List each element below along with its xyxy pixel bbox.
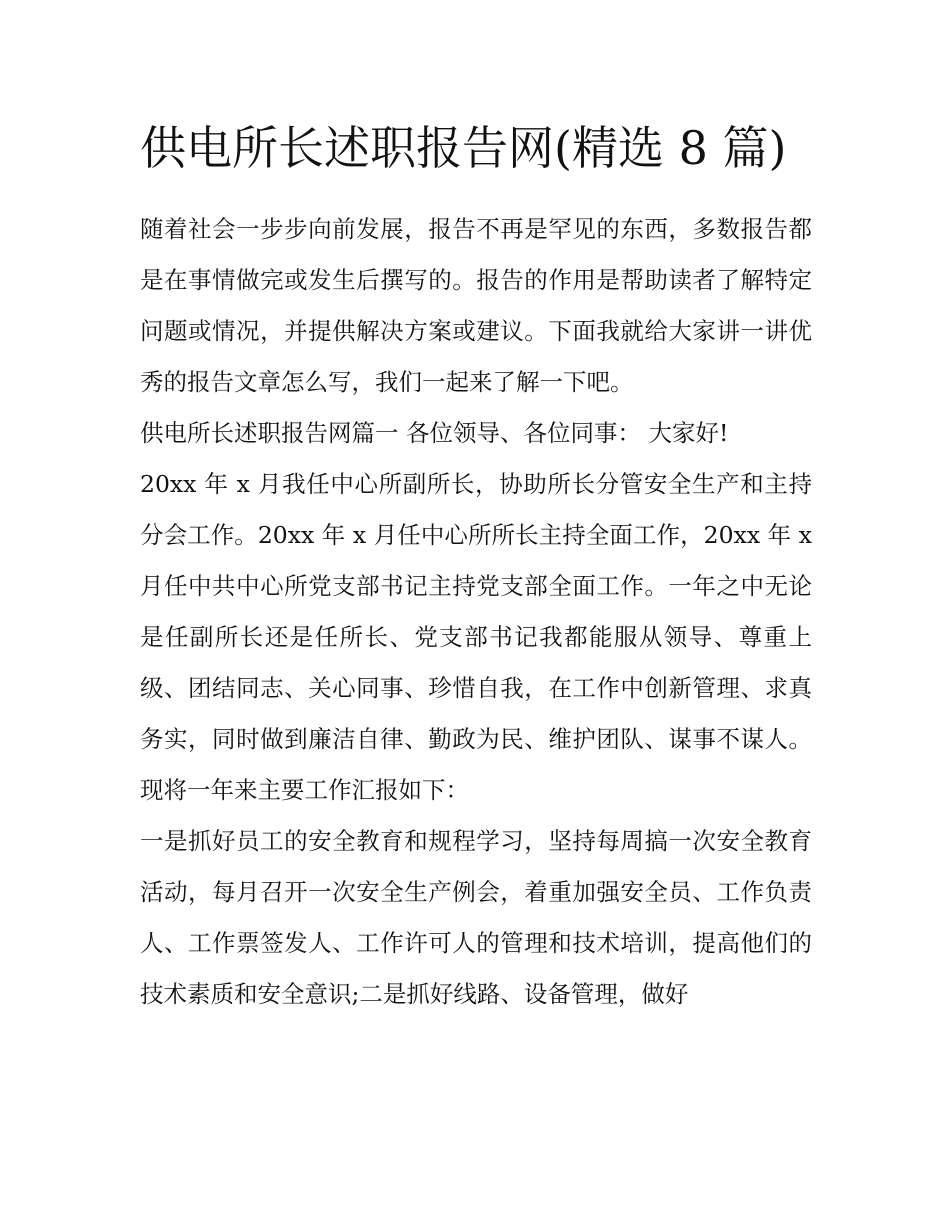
- document-title: 供电所长述职报告网(精选 8 篇): [140, 121, 787, 175]
- document-body: [140, 108, 812, 1020]
- body-paragraph: 20xx 年 x 月我任中心所副所长，协助所长分管安全生产和主持分会工作。20xx 年 x 月任中心所所长主持全面工作，20xx 年 x 月任中共中心所党支部书记主持党支部全面工作。一年之中无论是任副所长还是任所长、党支部书记我都能服从领导、尊重上级、团结同志、关心同事、珍惜自我，在工作中创新管理、求真务实，同时做到廉洁自律、勤政为民、维护团队、谋事不谋人。现将一年来主要工作汇报如下：: [140, 470, 812, 804]
- body-paragraph: 一是抓好员工的安全教育和规程学习，坚持每周搞一次安全教育活动，每月召开一次安全生产例会，着重加强安全员、工作负责人、工作票签发人、工作许可人的管理和技术培训，提高他们的技术素质和安全意识;二是抓好线路、设备管理，做好: [140, 827, 812, 1008]
- section-heading-paragraph: 供电所长述职报告网篇一 各位领导、各位同事： 大家好!: [140, 419, 729, 447]
- intro-paragraph: 随着社会一步步向前发展，报告不再是罕见的东西，多数报告都是在事情做完或发生后撰写的。报告的作用是帮助读者了解特定问题或情况，并提供解决方案或建议。下面我就给大家讲一讲优秀的报告文章怎么写，我们一起来了解一下吧。: [140, 215, 812, 396]
